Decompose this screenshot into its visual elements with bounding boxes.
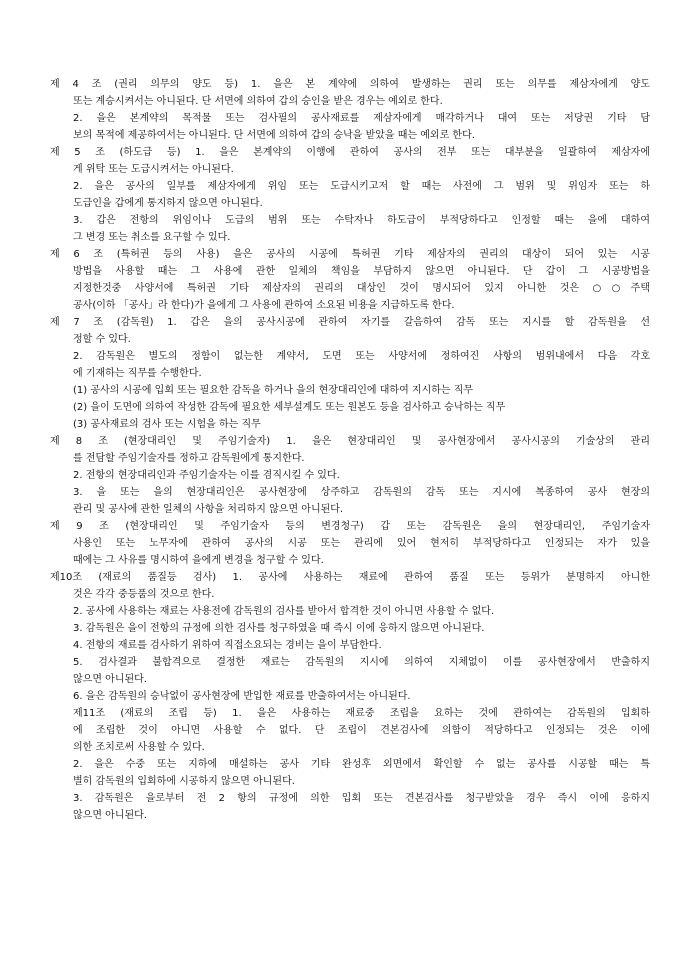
text-line: 2. 을은 공사의 일부를 제삼자에게 위임 또는 도급시키고저 할 때는 사전에 그 범위 및 위임자 또는 하	[73, 181, 650, 192]
text-line: 그 변경 또는 취소를 요구할 수 있다.	[73, 232, 231, 243]
text-line: 않으면 아니된다.	[73, 810, 147, 821]
text-line: 2. 을은 본계약의 목적물 또는 검사필의 공사재료를 제삼자에게 매각하거나 대여 또는 저당권 기타 담	[73, 113, 650, 124]
text-line: 의한 조치로써 사용할 수 있다.	[73, 742, 205, 753]
text-line: 도급인을 갑에게 통지하지 않으면 아니된다.	[73, 198, 263, 209]
text-line: 지정한것중 사양서에 특허권 기타 제삼자의 권리의 대상인 것이 명시되어 있지 아니한 것은 ○○주택	[73, 283, 650, 294]
text-line: 공사(이하 「공사」라 한다)가 을에게 그 사용에 관하여 소요된 비용을 지급하도록 한다.	[73, 300, 455, 311]
text-line: 3. 을 또는 을의 현장대리인은 공사현장에 상주하고 감독원의 감독 또는 지시에 복종하여 공사 현장의	[73, 487, 650, 498]
text-line: 때에는 그 사유를 명시하여 을에게 변경을 청구할 수 있다.	[73, 555, 324, 566]
text-line: 에 조립한 것이 아니면 사용할 수 없다. 단 조립이 견본검사에 의함이 적당하다고 인정되는 것은 이에	[73, 725, 650, 736]
text-line: 3. 감독원은 을이 전항의 규정에 의한 검사를 청구하였을 때 즉시 이에 응하지 않으면 아니된다.	[73, 623, 485, 634]
text-line: 관리 및 공사에 관한 일체의 사항을 처리하지 않으면 아니된다.	[73, 504, 344, 515]
contract-body	[50, 76, 650, 824]
text-line: 2. 공사에 사용하는 재료는 사용전에 감독원의 검사를 받아서 합격한 것이 아니면 사용할 수 없다.	[73, 606, 495, 617]
article-heading-line: 제 6 조 (특허권 등의 사용) 을은 공사의 시공에 특허권 기타 제삼자의 권리의 대상이 되어 있는 시공	[50, 249, 650, 260]
text-line: (2) 을이 도면에 의하여 작성한 감독에 필요한 세부설계도 또는 원본도 등을 검사하고 승낙하는 직무	[73, 402, 506, 413]
text-line: 3. 감독원은 을로부터 전 2 항의 규정에 의한 입회 또는 견본검사를 청구받았을 경우 즉시 이에 응하지	[73, 793, 650, 804]
article-heading-line: 제 9 조 (현장대리인 및 주임기술자 등의 변경청구) 갑 또는 감독원은 을의 현장대리인, 주임기술자	[50, 521, 650, 532]
text-line: 정할 수 있다.	[73, 334, 131, 345]
text-line: 에 기재하는 직무를 수행한다.	[73, 368, 202, 379]
text-line: 2. 을은 수중 또는 지하에 매설하는 공사 기타 완성후 외면에서 확인할 수 없는 공사를 시공할 때는 특	[73, 759, 650, 770]
text-line: 또는 계승시켜서는 아니된다. 단 서면에 의하여 갑의 승인을 받은 경우는 예외로 한다.	[73, 96, 443, 107]
text-line: 제11조 (재료의 조립 등) 1. 을은 사용하는 재료중 조립을 요하는 것에 관하여는 감독원의 입회하	[73, 708, 650, 719]
article-heading-line: 제 8 조 (현장대리인 및 주임기술자) 1. 을은 현장대리인 및 공사현장에서 공사시공의 기술상의 관리	[50, 436, 650, 447]
text-line: 2. 전항의 현장대리인과 주임기술자는 이를 겸직시킬 수 있다.	[73, 470, 340, 481]
text-line: 를 전담할 주임기술자를 정하고 감독원에게 통지한다.	[73, 453, 305, 464]
article-heading-line: 제10조 (재료의 품질등 검사) 1. 공사에 사용하는 재료에 관하여 품질 또는 등위가 분명하지 아니한	[50, 572, 650, 583]
text-line: 보의 목적에 제공하여서는 아니된다. 단 서면에 의하여 갑의 승낙을 받았을 때는 예외로 한다.	[73, 130, 475, 141]
text-line: 게 위탁 또는 도급시켜서는 아니된다.	[73, 164, 234, 175]
text-line: 않으면 아니된다.	[73, 674, 147, 685]
article-heading-line: 제 5 조 (하도급 등) 1. 을은 본계약의 이행에 관하여 공사의 전부 또는 대부분을 일괄하여 제삼자에	[50, 147, 650, 158]
text-line: (3) 공사재료의 검사 또는 시험을 하는 직무	[73, 419, 261, 430]
text-line: 방법을 사용할 때는 그 사용에 관한 일체의 책임을 부담하지 않으면 아니된다. 단 갑이 그 시공방법을	[73, 266, 650, 277]
text-line: 것은 각각 중등품의 것으로 한다.	[73, 589, 215, 600]
text-line: 5. 검사결과 불합격으로 결정한 재료는 감독원의 지시에 의하여 지체없이 이를 공사현장에서 반출하지	[73, 657, 650, 668]
text-line: 별히 감독원의 입회하에 시공하지 않으면 아니된다.	[73, 776, 295, 787]
article-heading-line: 제 7 조 (감독원) 1. 갑은 을의 공사시공에 관하여 자기를 갈음하여 감독 또는 지시를 할 감독원을 선	[50, 317, 650, 328]
text-line: (1) 공사의 시공에 입회 또는 필요한 감독을 하거나 을의 현장대리인에 대하여 지시하는 직무	[73, 385, 474, 396]
text-line: 2. 감독원은 별도의 정함이 없는한 계약서, 도면 또는 사양서에 정하여진 사항의 범위내에서 다음 각호	[73, 351, 650, 362]
article-heading-line: 제 4 조 (권리 의무의 양도 등) 1. 을은 본 계약에 의하여 발생하는 권리 또는 의무를 제삼자에게 양도	[50, 79, 650, 90]
text-line: 6. 을은 감독원의 승낙없이 공사현장에 반입한 재료를 반출하여서는 아니된다.	[73, 691, 411, 702]
text-line: 3. 갑은 전항의 위임이나 도급의 범위 또는 수탁자나 하도급이 부적당하다고 인정할 때는 을에 대하여	[73, 215, 650, 226]
text-line: 사용인 또는 노무자에 관하여 공사의 시공 또는 관리에 있어 현저히 부적당하다고 인정되는 자가 있을	[73, 538, 650, 549]
text-line: 4. 전항의 재료를 검사하기 위하여 직접소요되는 경비는 을이 부담한다.	[73, 640, 382, 651]
